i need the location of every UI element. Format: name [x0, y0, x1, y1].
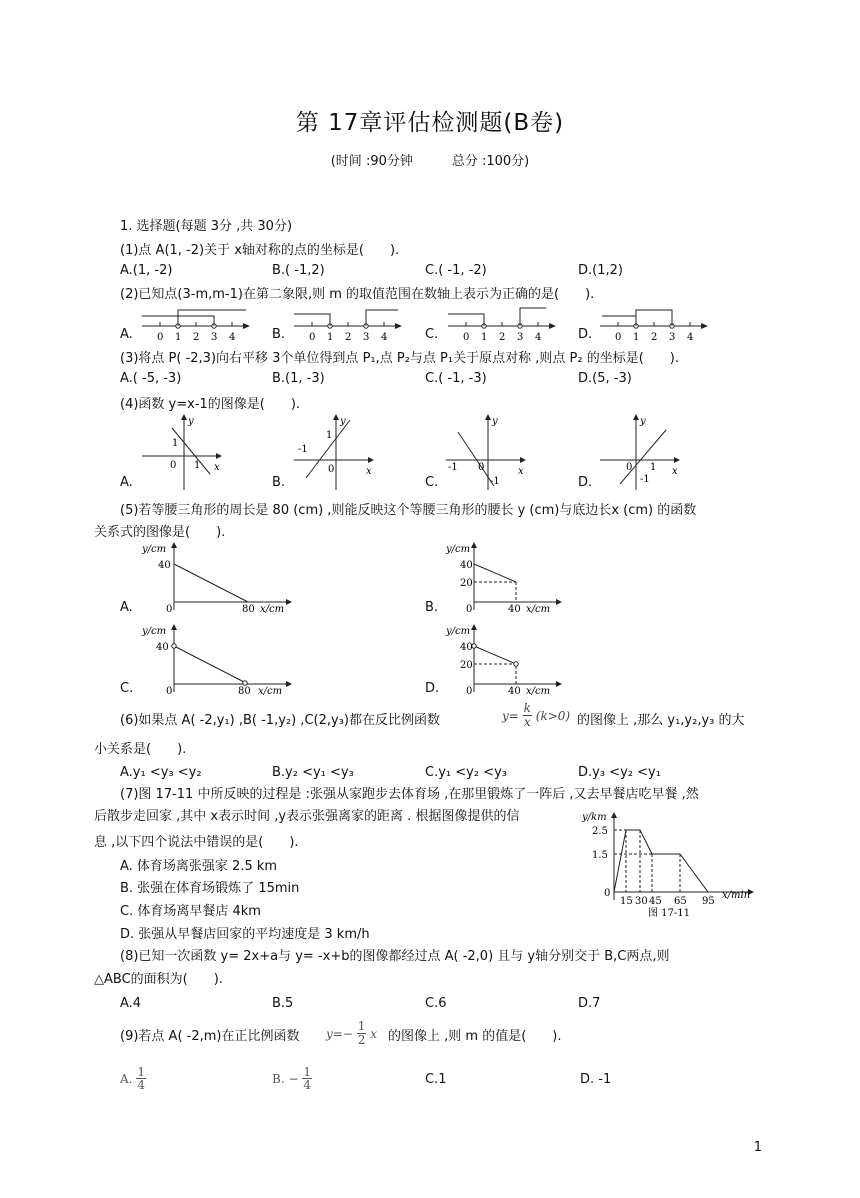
axis-y-label: y/km — [582, 812, 607, 823]
formula-condition: (k>0) — [535, 708, 571, 723]
tick-label: 3 — [669, 332, 676, 343]
tick-label: 3 — [517, 332, 524, 343]
q1-option-d: D.(1,2) — [578, 263, 623, 278]
intercept-label: 1 — [326, 430, 333, 441]
q8-line1: (8)已知一次函数 y= 2x+a与 y= -x+b的图像都经过点 A( -2,0) 且与 y轴分别交于 B,C两点,则 — [120, 949, 670, 964]
formula-numerator: 1 — [357, 1019, 366, 1033]
tick-label: 40 — [508, 686, 521, 697]
q7-line3: 息 ,以下四个说法中错误的是( ). — [94, 835, 299, 850]
tick-label: 45 — [649, 896, 662, 907]
axis-y-label: y — [640, 416, 646, 427]
axis-y-label: y — [188, 416, 194, 427]
tick-label: 80 — [242, 604, 255, 615]
origin-label: 0 — [466, 686, 473, 697]
q4-label-b: B. — [272, 475, 286, 490]
axis-y-label: y/cm — [446, 544, 471, 555]
tick-label: 20 — [460, 660, 473, 671]
axis-y-label: y — [492, 416, 498, 427]
q9-option-a — [120, 1066, 146, 1091]
tick-label: 1 — [327, 332, 334, 343]
q6-stem-line2: 小关系是( ). — [94, 742, 187, 757]
q9-formula — [326, 1020, 377, 1047]
origin-label: 0 — [626, 462, 633, 473]
q6-option-a: A.y₁ <y₃ <y₂ — [120, 765, 202, 780]
q8-option-a: A.4 — [120, 996, 142, 1011]
tick-label: 2 — [499, 332, 506, 343]
axis-x-label: x/cm — [260, 604, 285, 615]
tick-label: 4 — [535, 332, 542, 343]
fraction-denominator: 4 — [137, 1078, 145, 1092]
q4-label-c: C. — [425, 475, 439, 490]
q1-option-a: A.(1, -2) — [120, 263, 173, 278]
tick-label: 1 — [175, 332, 182, 343]
axis-x-label: x/cm — [526, 604, 551, 615]
q8-option-d: D.7 — [578, 996, 601, 1011]
intercept-label: -1 — [298, 444, 308, 455]
q3-stem: (3)将点 P( -2,3)向右平移 3个单位得到点 P₁,点 P₂与点 P₁关于原点对称 ,则点 P₂ 的坐标是( ). — [120, 351, 679, 366]
q5-graph-c — [140, 620, 300, 698]
q9-stem-cont: 的图像上 ,则 m 的值是( ). — [388, 1029, 562, 1044]
q3-option-c: C.( -1, -3) — [425, 371, 487, 386]
minus-sign: − — [288, 1071, 299, 1086]
formula-y: y=− — [326, 1026, 353, 1041]
q4-label-d: D. — [578, 475, 593, 490]
option-label: A. — [120, 1071, 133, 1086]
q6-formula — [502, 702, 570, 729]
tick-label: 1 — [633, 332, 640, 343]
number-line-d — [598, 304, 710, 344]
tick-label: 40 — [460, 560, 473, 571]
q6-stem: (6)如果点 A( -2,y₁) ,B( -1,y₂) ,C(2,y₃)都在反比例函数 — [120, 713, 440, 728]
tick-label: 40 — [158, 560, 171, 571]
q7-option-d: D. 张强从早餐店回家的平均速度是 3 km/h — [120, 927, 370, 942]
q6-option-c: C.y₁ <y₂ <y₃ — [425, 765, 507, 780]
tick-label: 20 — [460, 578, 473, 589]
tick-label: 2 — [193, 332, 200, 343]
intercept-label: -1 — [490, 476, 500, 487]
q5-graph-d — [444, 620, 574, 698]
axis-x-label: x — [214, 462, 220, 473]
q5-stem: (5)若等腰三角形的周长是 80 (cm) ,则能反映这个等腰三角形的腰长 y (cm)与底边长x (cm) 的函数 — [120, 503, 697, 518]
q8-option-b: B.5 — [272, 996, 294, 1011]
tick-label: 40 — [460, 642, 473, 653]
exam-info: (时间 :90分钟 总分 :100分) — [330, 154, 530, 169]
q4-stem: (4)函数 y=x-1的图像是( ). — [120, 397, 301, 412]
tick-label: 2.5 — [592, 826, 608, 837]
origin-label: 0 — [466, 604, 473, 615]
formula-x: x — [370, 1026, 377, 1041]
tick-label: 2 — [345, 332, 352, 343]
q7-line1: (7)图 17-11 中所反映的过程是 :张强从家跑步去体育场 ,在那里锻炼了一阵后 ,又去早餐店吃早餐 ,然 — [120, 787, 699, 802]
q8-line2: △ABC的面积为( ). — [94, 972, 223, 987]
q8-option-c: C.6 — [425, 996, 447, 1011]
axis-x-label: x/cm — [258, 686, 283, 697]
q1-option-b: B.( -1,2) — [272, 263, 325, 278]
fraction-denominator: 4 — [303, 1078, 311, 1092]
origin-label: 0 — [170, 460, 177, 471]
q9-option-d: D. -1 — [580, 1072, 612, 1087]
option-label: B. — [272, 1071, 285, 1086]
tick-label: 95 — [702, 896, 715, 907]
formula-denominator: x — [523, 715, 531, 729]
q2-label-d: D. — [578, 327, 593, 342]
axis-y-label: y/cm — [446, 626, 471, 637]
q3-option-b: B.(1, -3) — [272, 371, 325, 386]
number-line-c — [446, 304, 558, 344]
intercept-label: -1 — [640, 474, 650, 485]
q5-label-a: A. — [120, 600, 133, 615]
q4-graph-a — [140, 412, 224, 492]
tick-label: 65 — [674, 896, 687, 907]
q5-graph-b — [444, 538, 574, 616]
origin-label: 0 — [166, 604, 173, 615]
q1-option-c: C.( -1, -2) — [425, 263, 487, 278]
intercept-label: 1 — [194, 460, 201, 471]
origin-label: 0 — [478, 462, 485, 473]
page-number: 1 — [753, 1140, 762, 1155]
axis-x-label: x/min — [722, 890, 751, 901]
axis-y-label: y/cm — [142, 626, 167, 637]
q5-label-b: B. — [425, 600, 439, 615]
tick-label: 4 — [229, 332, 236, 343]
section-heading: 1. 选择题(每题 3分 ,共 30分) — [120, 219, 293, 234]
tick-label: 1 — [481, 332, 488, 343]
page-title: 第 17章评估检测题(B卷) — [295, 110, 565, 136]
axis-x-label: x — [672, 466, 678, 477]
q9-stem: (9)若点 A( -2,m)在正比例函数 — [120, 1029, 300, 1044]
q4-graph-c — [444, 412, 528, 492]
q4-graph-d — [598, 412, 682, 492]
intercept-label: -1 — [448, 462, 458, 473]
origin-label: 0 — [604, 888, 611, 899]
fraction-numerator: 1 — [137, 1065, 145, 1079]
axis-y-label: y/cm — [142, 544, 167, 555]
q7-line2: 后散步走回家 ,其中 x表示时间 ,y表示张强离家的距离 . 根据图像提供的信 — [94, 809, 520, 824]
figure-17-11 — [576, 808, 766, 920]
q4-label-a: A. — [120, 475, 133, 490]
q6-option-d: D.y₃ <y₂ <y₁ — [578, 765, 661, 780]
q5-stem-line2: 关系式的图像是( ). — [94, 525, 226, 540]
formula-denominator: 2 — [357, 1033, 366, 1047]
q1-stem: (1)点 A(1, -2)关于 x轴对称的点的坐标是( ). — [120, 243, 400, 258]
tick-label: 40 — [508, 604, 521, 615]
q7-option-b: B. 张强在体育场锻炼了 15min — [120, 881, 300, 896]
q5-label-d: D. — [425, 681, 440, 696]
formula-numerator: k — [523, 701, 531, 715]
q2-label-c: C. — [425, 327, 439, 342]
tick-label: 4 — [381, 332, 388, 343]
axis-x-label: x — [518, 466, 524, 477]
intercept-label: 1 — [172, 438, 179, 449]
q6-stem-cont: 的图像上 ,那么 y₁,y₂,y₃ 的大 — [577, 713, 745, 728]
q2-label-a: A. — [120, 327, 133, 342]
tick-label: 15 — [620, 896, 633, 907]
tick-label: 0 — [463, 332, 470, 343]
tick-label: 1.5 — [592, 850, 608, 861]
axis-x-label: x/cm — [526, 686, 551, 697]
intercept-label: 1 — [650, 462, 657, 473]
axis-x-label: x — [366, 466, 372, 477]
origin-label: 0 — [328, 464, 335, 475]
q7-option-c: C. 体育场离早餐店 4km — [120, 904, 261, 919]
q3-option-a: A.( -5, -3) — [120, 371, 182, 386]
tick-label: 2 — [651, 332, 658, 343]
q2-stem: (2)已知点(3-m,m-1)在第二象限,则 m 的取值范围在数轴上表示为正确的是( ). — [120, 287, 595, 302]
q9-option-b — [272, 1066, 312, 1091]
figure-caption: 图 17-11 — [648, 908, 691, 919]
tick-label: 0 — [157, 332, 164, 343]
tick-label: 3 — [211, 332, 218, 343]
q7-option-a: A. 体育场离张强家 2.5 km — [120, 859, 278, 874]
number-line-a — [140, 304, 252, 344]
fraction-numerator: 1 — [303, 1065, 311, 1079]
formula-y: y= — [502, 708, 519, 723]
axis-y-label: y — [340, 416, 346, 427]
q5-graph-a — [140, 538, 300, 616]
q5-label-c: C. — [120, 681, 134, 696]
tick-label: 40 — [156, 642, 169, 653]
q6-option-b: B.y₂ <y₁ <y₃ — [272, 765, 354, 780]
tick-label: 0 — [309, 332, 316, 343]
q4-graph-b — [292, 412, 376, 492]
q2-label-b: B. — [272, 327, 286, 342]
tick-label: 30 — [635, 896, 648, 907]
number-line-b — [292, 304, 404, 344]
tick-label: 3 — [363, 332, 370, 343]
q3-option-d: D.(5, -3) — [578, 371, 632, 386]
q9-option-c: C.1 — [425, 1072, 447, 1087]
tick-label: 0 — [615, 332, 622, 343]
tick-label: 4 — [687, 332, 694, 343]
origin-label: 0 — [166, 686, 173, 697]
tick-label: 80 — [238, 686, 251, 697]
